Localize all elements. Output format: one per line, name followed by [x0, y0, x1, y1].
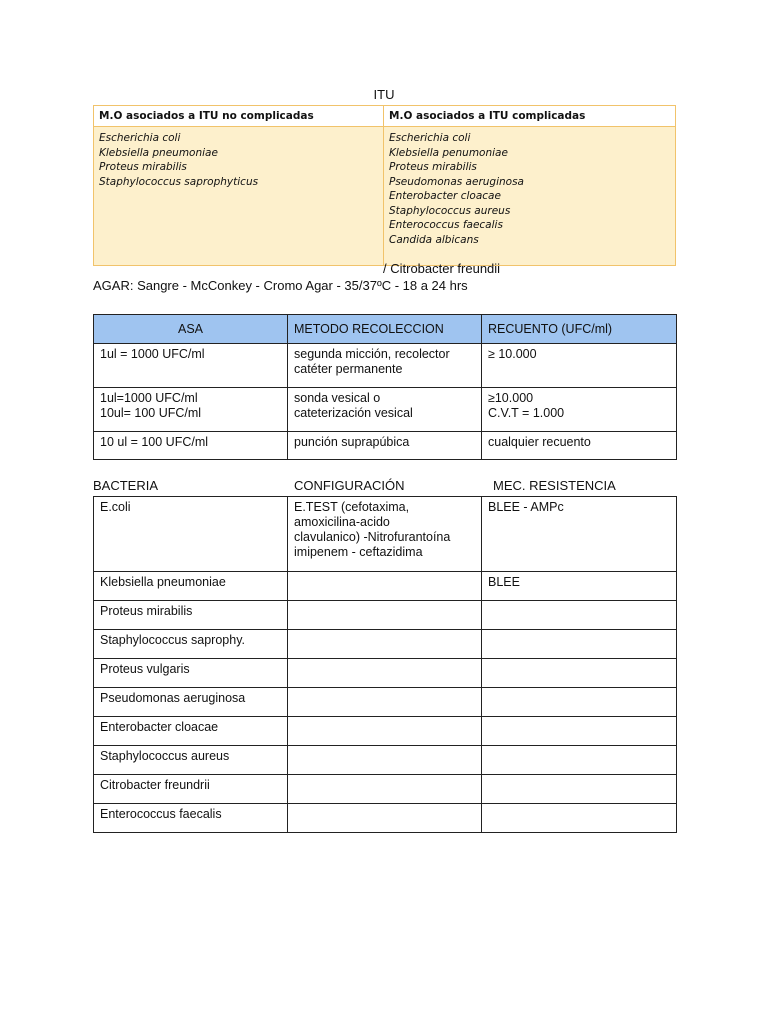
bacteria-name-cell: Enterobacter cloacae — [94, 717, 288, 746]
recuento-header: RECUENTO (UFC/ml) — [482, 315, 677, 344]
bacteria-name-cell: E.coli — [94, 497, 288, 572]
list-item: Candida albicans — [389, 233, 479, 246]
table-row — [94, 659, 677, 688]
complicated-header: M.O asociados a ITU complicadas — [384, 106, 676, 127]
table-row — [94, 688, 677, 717]
list-item: Escherichia coli — [99, 132, 181, 144]
cell-text: sonda vesical o — [294, 391, 381, 405]
asa-cell — [94, 432, 288, 460]
bacteria-name-cell: Citrobacter freundrii — [94, 775, 288, 804]
recuento-cell — [482, 344, 677, 388]
asa-cell — [94, 344, 288, 388]
list-item: Klebsiella pneumoniae — [99, 146, 218, 159]
configuracion-cell — [288, 497, 482, 572]
list-item: Pseudomonas aeruginosa — [389, 175, 524, 188]
cell-text: 1ul = 1000 UFC/ml — [100, 347, 205, 361]
list-item: Enterobacter cloacae — [389, 190, 501, 202]
metodo-cell — [288, 344, 482, 388]
list-item: Proteus mirabilis — [99, 161, 187, 173]
bacteria-name-cell: Enterococcus faecalis — [94, 804, 288, 833]
configuracion-cell — [288, 572, 482, 601]
list-item: Escherichia coli — [389, 132, 471, 144]
configuracion-cell — [288, 804, 482, 833]
cell-text: ≥10.000 — [488, 391, 534, 405]
bacteria-name-cell: Klebsiella pneumoniae — [94, 572, 288, 601]
table-row — [94, 572, 677, 601]
mec-cell — [482, 775, 677, 804]
list-item: Staphylococcus aureus — [389, 204, 511, 217]
configuracion-cell — [288, 688, 482, 717]
citrobacter-note: / Citrobacter freundii — [383, 261, 501, 276]
agar-line: AGAR: Sangre - McConkey - Cromo Agar - 35/37ºC - 18 a 24 hrs — [93, 278, 468, 293]
table-row — [94, 775, 677, 804]
complicated-list — [384, 127, 676, 266]
cell-text: clavulanico) -Nitrofurantoína — [294, 530, 451, 544]
configuracion-cell — [288, 630, 482, 659]
mec-cell: BLEE - AMPc — [482, 497, 677, 572]
mec-resistencia-heading: MEC. RESISTENCIA — [493, 478, 616, 493]
cell-text: amoxicilina-acido — [294, 515, 390, 529]
table-row — [94, 630, 677, 659]
cell-text: C.V.T = 1.000 — [488, 406, 565, 420]
cell-text: cualquier recuento — [488, 435, 591, 449]
list-item: Proteus mirabilis — [389, 161, 477, 173]
mec-cell — [482, 717, 677, 746]
cell-text: punción suprapúbica — [294, 435, 410, 449]
cell-text: ≥ 10.000 — [488, 347, 537, 361]
bacteria-name-cell: Pseudomonas aeruginosa — [94, 688, 288, 717]
mec-cell — [482, 601, 677, 630]
metodo-header: METODO RECOLECCION — [288, 315, 482, 344]
configuracion-heading: CONFIGURACIÓN — [294, 478, 405, 493]
configuracion-cell — [288, 601, 482, 630]
cell-text: imipenem - ceftazidima — [294, 545, 423, 559]
table-row — [94, 804, 677, 833]
mec-cell — [482, 659, 677, 688]
microorganism-table — [93, 105, 676, 266]
asa-cell — [94, 388, 288, 432]
uncomplicated-list — [94, 127, 384, 266]
bacteria-name-cell: Staphylococcus saprophy. — [94, 630, 288, 659]
asa-header: ASA — [94, 315, 288, 344]
mec-cell — [482, 804, 677, 833]
table-row — [94, 746, 677, 775]
recuento-cell — [482, 432, 677, 460]
cell-text: E.TEST (cefotaxima, — [294, 500, 410, 514]
list-item: Klebsiella penumoniae — [389, 146, 508, 159]
cell-text: 1ul=1000 UFC/ml — [100, 391, 198, 405]
mec-cell — [482, 746, 677, 775]
cell-text: segunda micción, recolector — [294, 347, 450, 361]
table-row — [94, 388, 677, 432]
bacteria-table — [93, 496, 677, 833]
metodo-cell — [288, 388, 482, 432]
configuracion-cell — [288, 659, 482, 688]
uncomplicated-header: M.O asociados a ITU no complicadas — [94, 106, 384, 127]
table-row — [94, 344, 677, 388]
cell-text: 10ul= 100 UFC/ml — [100, 406, 202, 420]
list-item: Enterococcus faecalis — [389, 219, 503, 231]
table-row — [94, 497, 677, 572]
bacteria-name-cell: Proteus vulgaris — [94, 659, 288, 688]
cell-text: catéter permanente — [294, 362, 403, 376]
recuento-cell — [482, 388, 677, 432]
table-row — [94, 432, 677, 460]
configuracion-cell — [288, 746, 482, 775]
configuracion-cell — [288, 717, 482, 746]
metodo-cell — [288, 432, 482, 460]
mec-cell: BLEE — [482, 572, 677, 601]
table-row — [94, 601, 677, 630]
list-item: Staphylococcus saprophyticus — [99, 175, 259, 188]
table-row — [94, 717, 677, 746]
page-title: ITU — [373, 87, 395, 102]
bacteria-name-cell: Proteus mirabilis — [94, 601, 288, 630]
mec-cell — [482, 630, 677, 659]
bacteria-name-cell: Staphylococcus aureus — [94, 746, 288, 775]
mec-cell — [482, 688, 677, 717]
asa-table — [93, 314, 677, 460]
cell-text: 10 ul = 100 UFC/ml — [100, 435, 209, 449]
configuracion-cell — [288, 775, 482, 804]
bacteria-heading: BACTERIA — [93, 478, 159, 493]
cell-text: cateterización vesical — [294, 406, 413, 420]
